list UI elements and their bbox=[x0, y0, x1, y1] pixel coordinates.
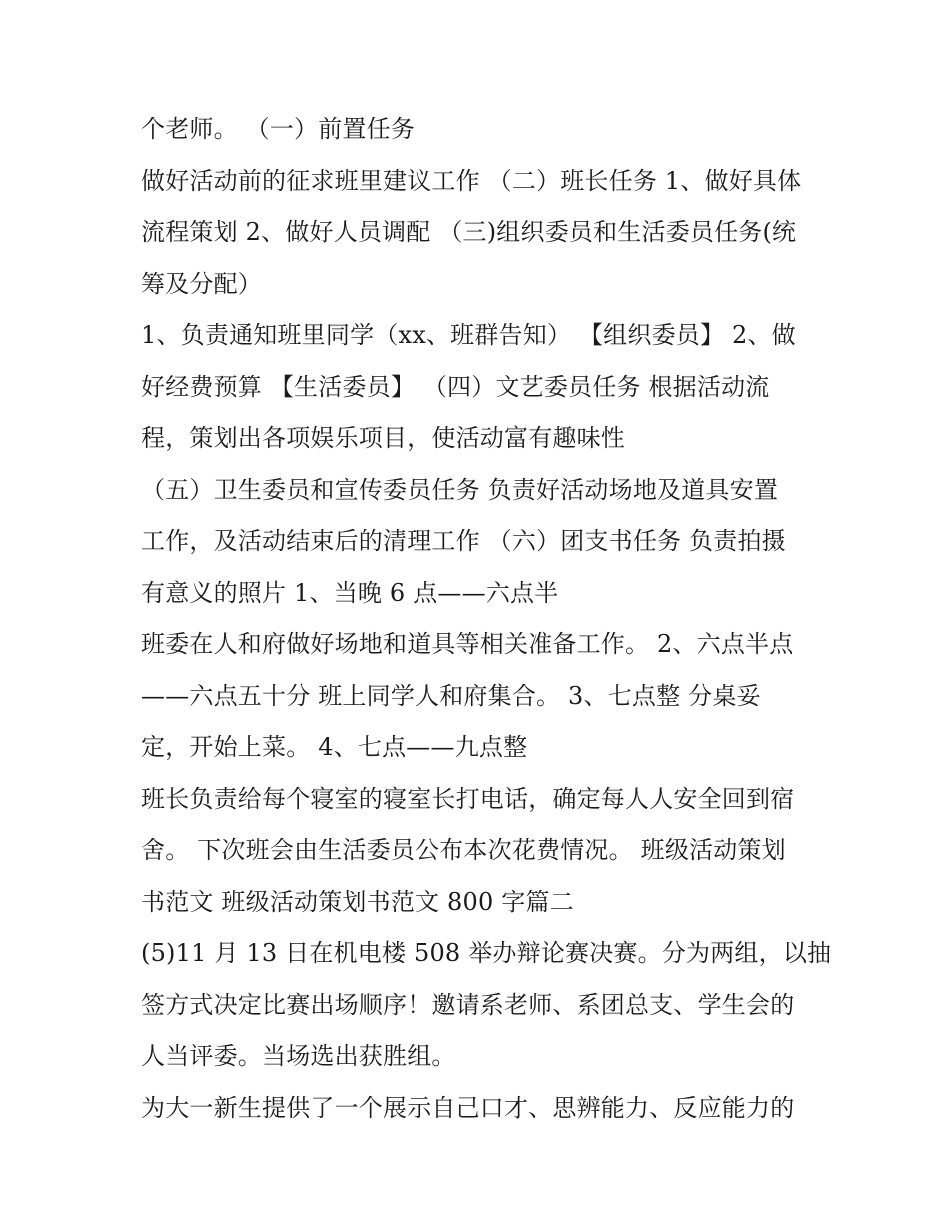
text-line: ——六点五十分 班上同学人和府集合。 3、七点整 分桌妥 bbox=[141, 681, 761, 710]
text-line: 筹及分配） bbox=[141, 269, 262, 298]
text-line: 做好活动前的征求班里建议工作 （二）班长任务 1、做好具体 bbox=[141, 166, 802, 195]
text-line: 班委在人和府做好场地和道具等相关准备工作。 2、六点半点 bbox=[141, 630, 794, 658]
text-line: （五）卫生委员和宣传委员任务 负责好活动场地及道具安置 bbox=[141, 475, 779, 504]
text-line: 有意义的照片 1、当晚 6 点——六点半 bbox=[141, 578, 559, 607]
text-line: 1、负责通知班里同学（xx、班群告知） 【组织委员】 2、做 bbox=[141, 321, 796, 349]
text-line: 书范文 班级活动策划书范文 800 字篇二 bbox=[141, 887, 574, 916]
text-line: 签方式决定比赛出场顺序！邀请系老师、系团总支、学生会的 bbox=[141, 990, 795, 1019]
text-line: 班长负责给每个寝室的寝室长打电话，确定每人人安全回到宿 bbox=[141, 784, 795, 813]
text-line: 舍。 下次班会由生活委员公布本次花费情况。 班级活动策划 bbox=[141, 836, 786, 864]
text-line: 好经费预算 【生活委员】 （四）文艺委员任务 根据活动流 bbox=[141, 372, 770, 401]
text-line: 工作，及活动结束后的清理工作 （六）团支书任务 负责拍摄 bbox=[141, 527, 786, 555]
text-line: 程，策划出各项娱乐项目，使活动富有趣味性 bbox=[141, 424, 625, 452]
text-line: 定，开始上菜。 4、七点——九点整 bbox=[141, 733, 528, 761]
text-line: 个老师。 （一）前置任务 bbox=[141, 115, 416, 143]
text-line: 人当评委。当场选出获胜组。 bbox=[141, 1042, 456, 1070]
text-line: 流程策划 2、做好人员调配 （三)组织委员和生活委员任务(统 bbox=[141, 218, 797, 246]
text-line: (5)11 月 13 日在机电楼 508 举办辩论赛决赛。分为两组，以抽 bbox=[141, 939, 832, 967]
text-line: 为大一新生提供了一个展示自己口才、思辨能力、反应能力的 bbox=[141, 1093, 795, 1122]
body-text bbox=[141, 104, 832, 1134]
